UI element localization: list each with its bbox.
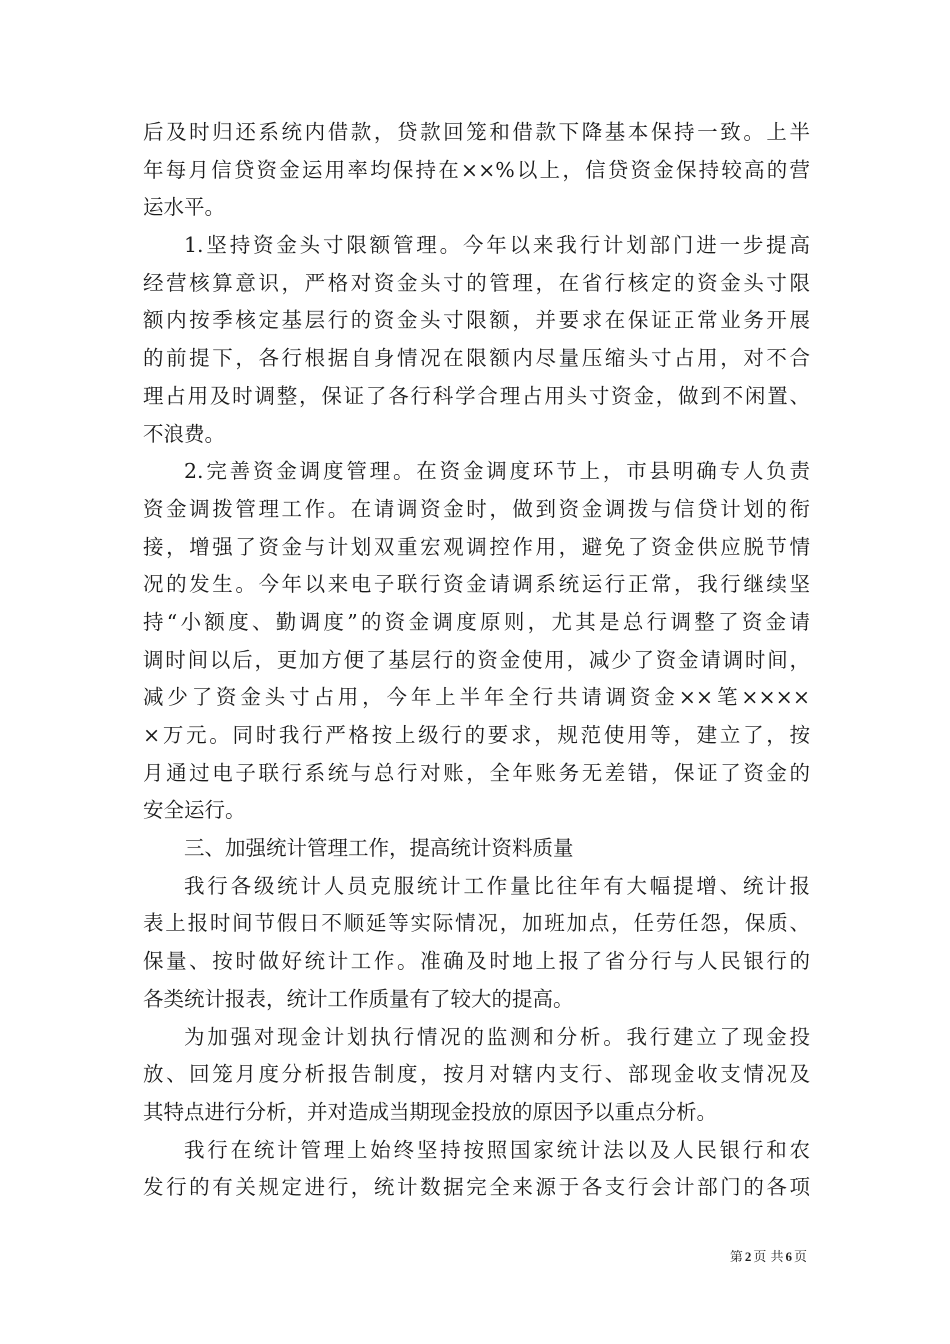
text-line: 我行在统计管理上始终坚持按照国家统计法以及人民银行和农: [184, 1137, 810, 1162]
text-line: 月通过电子联行系统与总行对账，全年账务无差错，保证了资金的: [143, 760, 810, 785]
text-line: 后及时归还系统内借款，贷款回笼和借款下降基本保持一致。上半: [143, 120, 810, 144]
text-line: 调时间以后，更加方便了基层行的资金使用，减少了资金请调时间，: [143, 647, 810, 672]
text-line: 额内按季核定基层行的资金头寸限额，并要求在保证正常业务开展: [143, 308, 810, 333]
text-line: 的前提下，各行根据自身情况在限额内尽量压缩头寸占用，对不合: [143, 346, 810, 371]
text-line: 三、加强统计管理工作，提高统计资料质量: [184, 836, 574, 861]
text-line: 经营核算意识，严格对资金头寸的管理，在省行核定的资金头寸限: [143, 270, 810, 295]
text-line: 接，增强了资金与计划双重宏观调控作用，避免了资金供应脱节情: [143, 534, 810, 559]
current-page-number: 2: [744, 1249, 752, 1264]
text-line: 资金调拨管理工作。在请调资金时，做到资金调拨与信贷计划的衔: [143, 496, 810, 521]
text-line: 2.完善资金调度管理。在资金调度环节上，市县明确专人负责: [184, 459, 810, 484]
text-line: 年每月信贷资金运用率均保持在××%以上，信贷资金保持较高的营: [143, 157, 810, 182]
text-line: 放、回笼月度分析报告制度，按月对辖内支行、部现金收支情况及: [143, 1062, 810, 1087]
text-line: 1.坚持资金头寸限额管理。今年以来我行计划部门进一步提高: [184, 233, 810, 258]
text-line: 各类统计报表，统计工作质量有了较大的提高。: [143, 986, 574, 1011]
text-line: 表上报时间节假日不顺延等实际情况，加班加点，任劳任怨，保质、: [143, 911, 810, 936]
text-line: 减少了资金头寸占用，今年上半年全行共请调资金××笔××××: [143, 685, 810, 710]
footer-suffix: 页: [793, 1250, 807, 1265]
text-line: 不浪费。: [143, 421, 225, 446]
text-line: 发行的有关规定进行，统计数据完全来源于各支行会计部门的各项: [143, 1175, 810, 1200]
footer-prefix: 第: [729, 1250, 743, 1265]
text-line: 安全运行。: [143, 798, 246, 823]
text-line: 况的发生。今年以来电子联行资金请调系统运行正常，我行继续坚: [143, 572, 810, 597]
text-line: 其特点进行分析，并对造成当期现金投放的原因予以重点分析。: [143, 1099, 717, 1124]
text-line: 我行各级统计人员克服统计工作量比往年有大幅提增、统计报: [184, 873, 810, 898]
page-footer: [730, 1248, 807, 1267]
document-body: [143, 114, 810, 1207]
total-pages-number: 6: [785, 1249, 792, 1264]
text-line: 运水平。: [143, 195, 225, 220]
footer-middle: 页 共: [753, 1250, 784, 1265]
text-line: 保量、按时做好统计工作。准确及时地上报了省分行与人民银行的: [143, 949, 810, 974]
text-line: 为加强对现金计划执行情况的监测和分析。我行建立了现金投: [184, 1024, 810, 1049]
text-line: 持“小额度、勤调度”的资金调度原则，尤其是总行调整了资金请: [143, 609, 810, 634]
text-line: ×万元。同时我行严格按上级行的要求，规范使用等，建立了，按: [143, 723, 810, 747]
text-line: 理占用及时调整，保证了各行科学合理占用头寸资金，做到不闲置、: [143, 383, 810, 408]
